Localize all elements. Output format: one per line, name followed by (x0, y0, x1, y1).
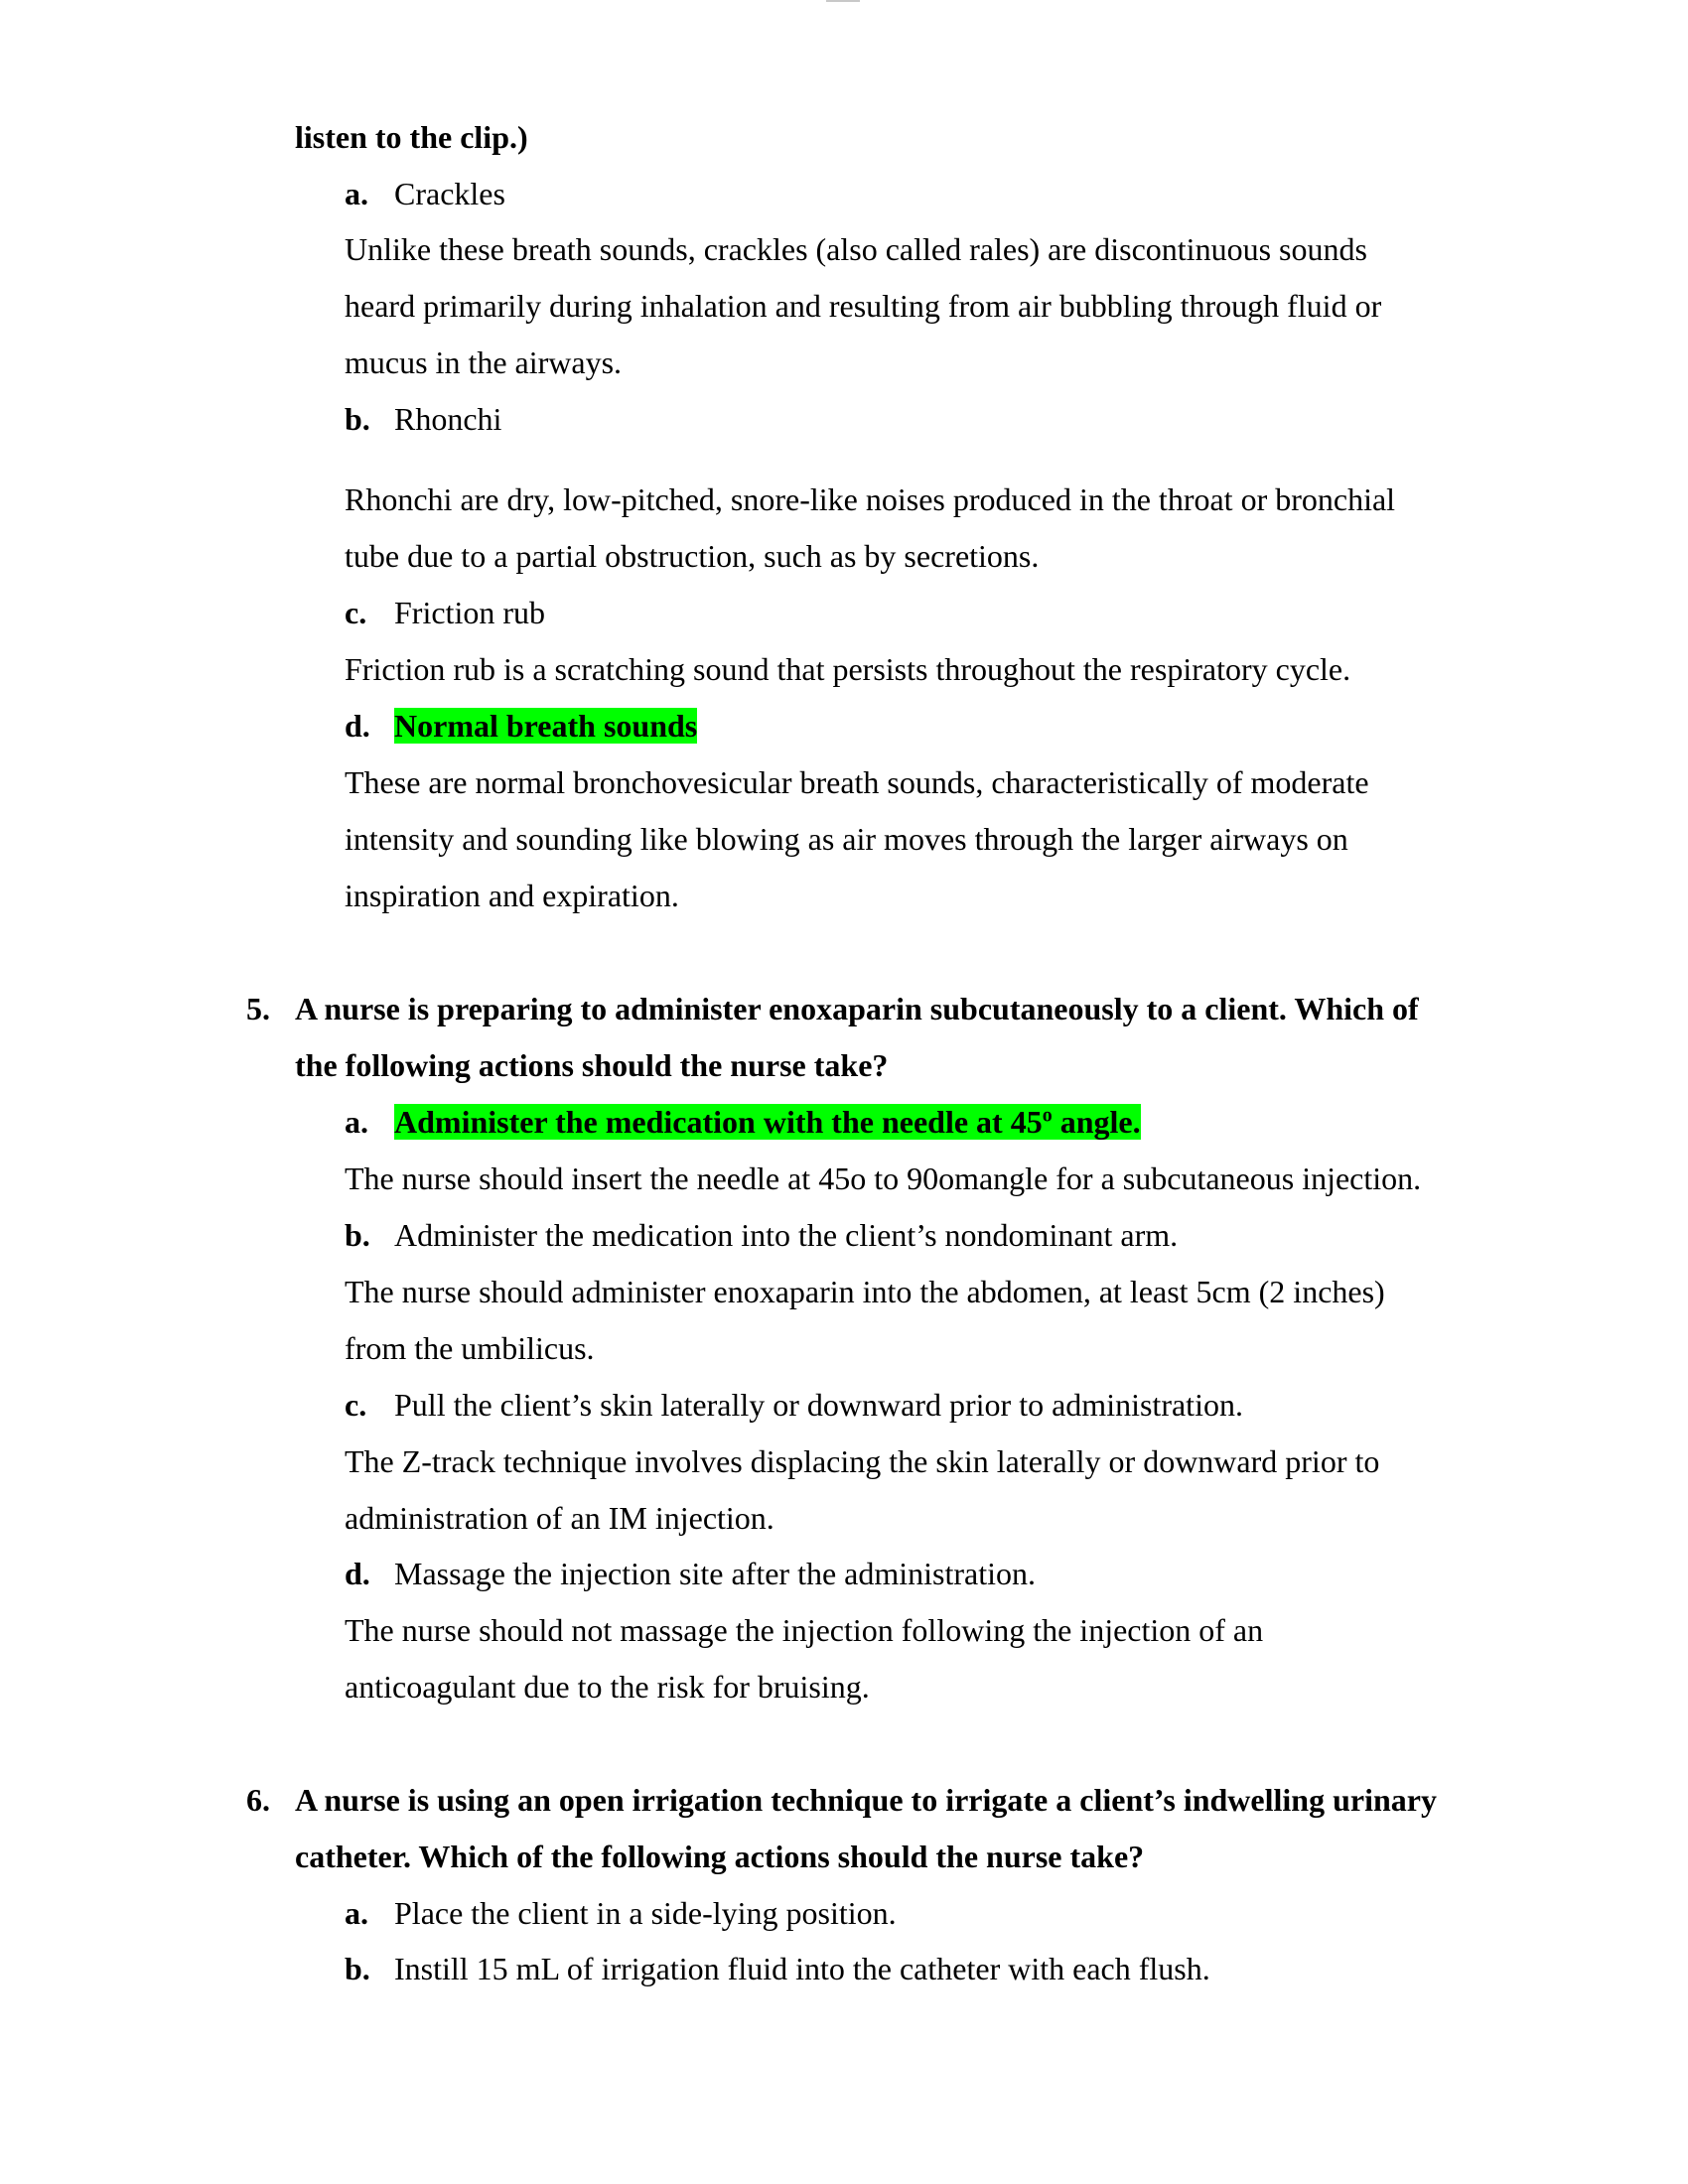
page-header-mark (826, 0, 860, 2)
q6-number: 6. (246, 1782, 270, 1818)
q4-stem-tail: listen to the clip.) (295, 119, 528, 155)
q5-number: 5. (246, 991, 270, 1026)
q6-stem-2: catheter. Which of the following actions should the nurse take? (295, 1839, 1145, 1874)
q6-option-b-letter: b. (345, 1951, 370, 1986)
q6-stem-1: A nurse is using an open irrigation technique to irrigate a client’s indwelling urinary (295, 1782, 1437, 1818)
q5-stem-1: A nurse is preparing to administer enoxaparin subcutaneously to a client. Which of (295, 991, 1419, 1026)
q5-option-d-rationale-2: anticoagulant due to the risk for bruising. (345, 1669, 870, 1705)
q5-option-d-letter: d. (345, 1556, 370, 1591)
q5-option-a-degree: o (1042, 1104, 1053, 1127)
q5-option-a-letter: a. (345, 1104, 368, 1140)
q5-option-c-letter: c. (345, 1387, 367, 1423)
q6-option-a-text: Place the client in a side-lying position. (394, 1895, 897, 1931)
q4-option-c-text: Friction rub (394, 595, 545, 630)
q4-option-d-rationale-2: intensity and sounding like blowing as air moves through the larger airways on (345, 821, 1348, 857)
q5-option-a-rationale-1: The nurse should insert the needle at 45o to 90omangle for a subcutaneous injection. (345, 1160, 1422, 1196)
q6-option-a-letter: a. (345, 1895, 368, 1931)
q4-option-d-text: Normal breath sounds (394, 708, 698, 744)
q5-option-d-rationale-1: The nurse should not massage the injection following the injection of an (345, 1612, 1264, 1648)
q5-option-a-text (394, 1104, 1141, 1140)
q5-option-b-rationale-1: The nurse should administer enoxaparin into the abdomen, at least 5cm (2 inches) (345, 1274, 1385, 1309)
q4-option-d-rationale-3: inspiration and expiration. (345, 878, 679, 913)
q4-option-b-text: Rhonchi (394, 401, 502, 437)
q4-option-d-text-line (394, 706, 697, 746)
q5-option-d-text: Massage the injection site after the administration. (394, 1556, 1037, 1591)
q4-option-b-letter: b. (345, 401, 370, 437)
q4-option-d-letter: d. (345, 708, 370, 744)
q4-option-c-letter: c. (345, 595, 367, 630)
q4-option-a-letter: a. (345, 176, 368, 211)
q4-option-b-rationale-2: tube due to a partial obstruction, such as by secretions. (345, 538, 1040, 574)
q4-option-a-rationale-3: mucus in the airways. (345, 344, 623, 380)
q5-option-b-text: Administer the medication into the client’s nondominant arm. (394, 1217, 1179, 1253)
q4-option-a-rationale-2: heard primarily during inhalation and resulting from air bubbling through fluid or (345, 288, 1382, 324)
q5-option-a-text-before: Administer the medication with the needle at 45 (394, 1104, 1043, 1140)
q4-option-d-rationale-1: These are normal bronchovesicular breath sounds, characteristically of moderate (345, 764, 1369, 800)
q5-option-c-rationale-2: administration of an IM injection. (345, 1500, 774, 1536)
q5-option-c-rationale-1: The Z-track technique involves displacing the skin laterally or downward prior to (345, 1443, 1380, 1479)
q6-option-b-text: Instill 15 mL of irrigation fluid into the catheter with each flush. (394, 1951, 1210, 1986)
q5-option-a-text-line (394, 1102, 1141, 1142)
q5-stem-2: the following actions should the nurse take? (295, 1047, 889, 1083)
q4-option-b-rationale-1: Rhonchi are dry, low-pitched, snore-like noises produced in the throat or bronchial (345, 481, 1396, 517)
q4-option-a-rationale-1: Unlike these breath sounds, crackles (also called rales) are discontinuous sounds (345, 231, 1367, 267)
q5-option-a-text-after: angle. (1052, 1104, 1141, 1140)
q4-option-a-text: Crackles (394, 176, 505, 211)
q4-option-c-rationale-1: Friction rub is a scratching sound that persists throughout the respiratory cycle. (345, 651, 1351, 687)
q5-option-b-letter: b. (345, 1217, 370, 1253)
q5-option-b-rationale-2: from the umbilicus. (345, 1330, 595, 1366)
q5-option-c-text: Pull the client’s skin laterally or downward prior to administration. (394, 1387, 1243, 1423)
